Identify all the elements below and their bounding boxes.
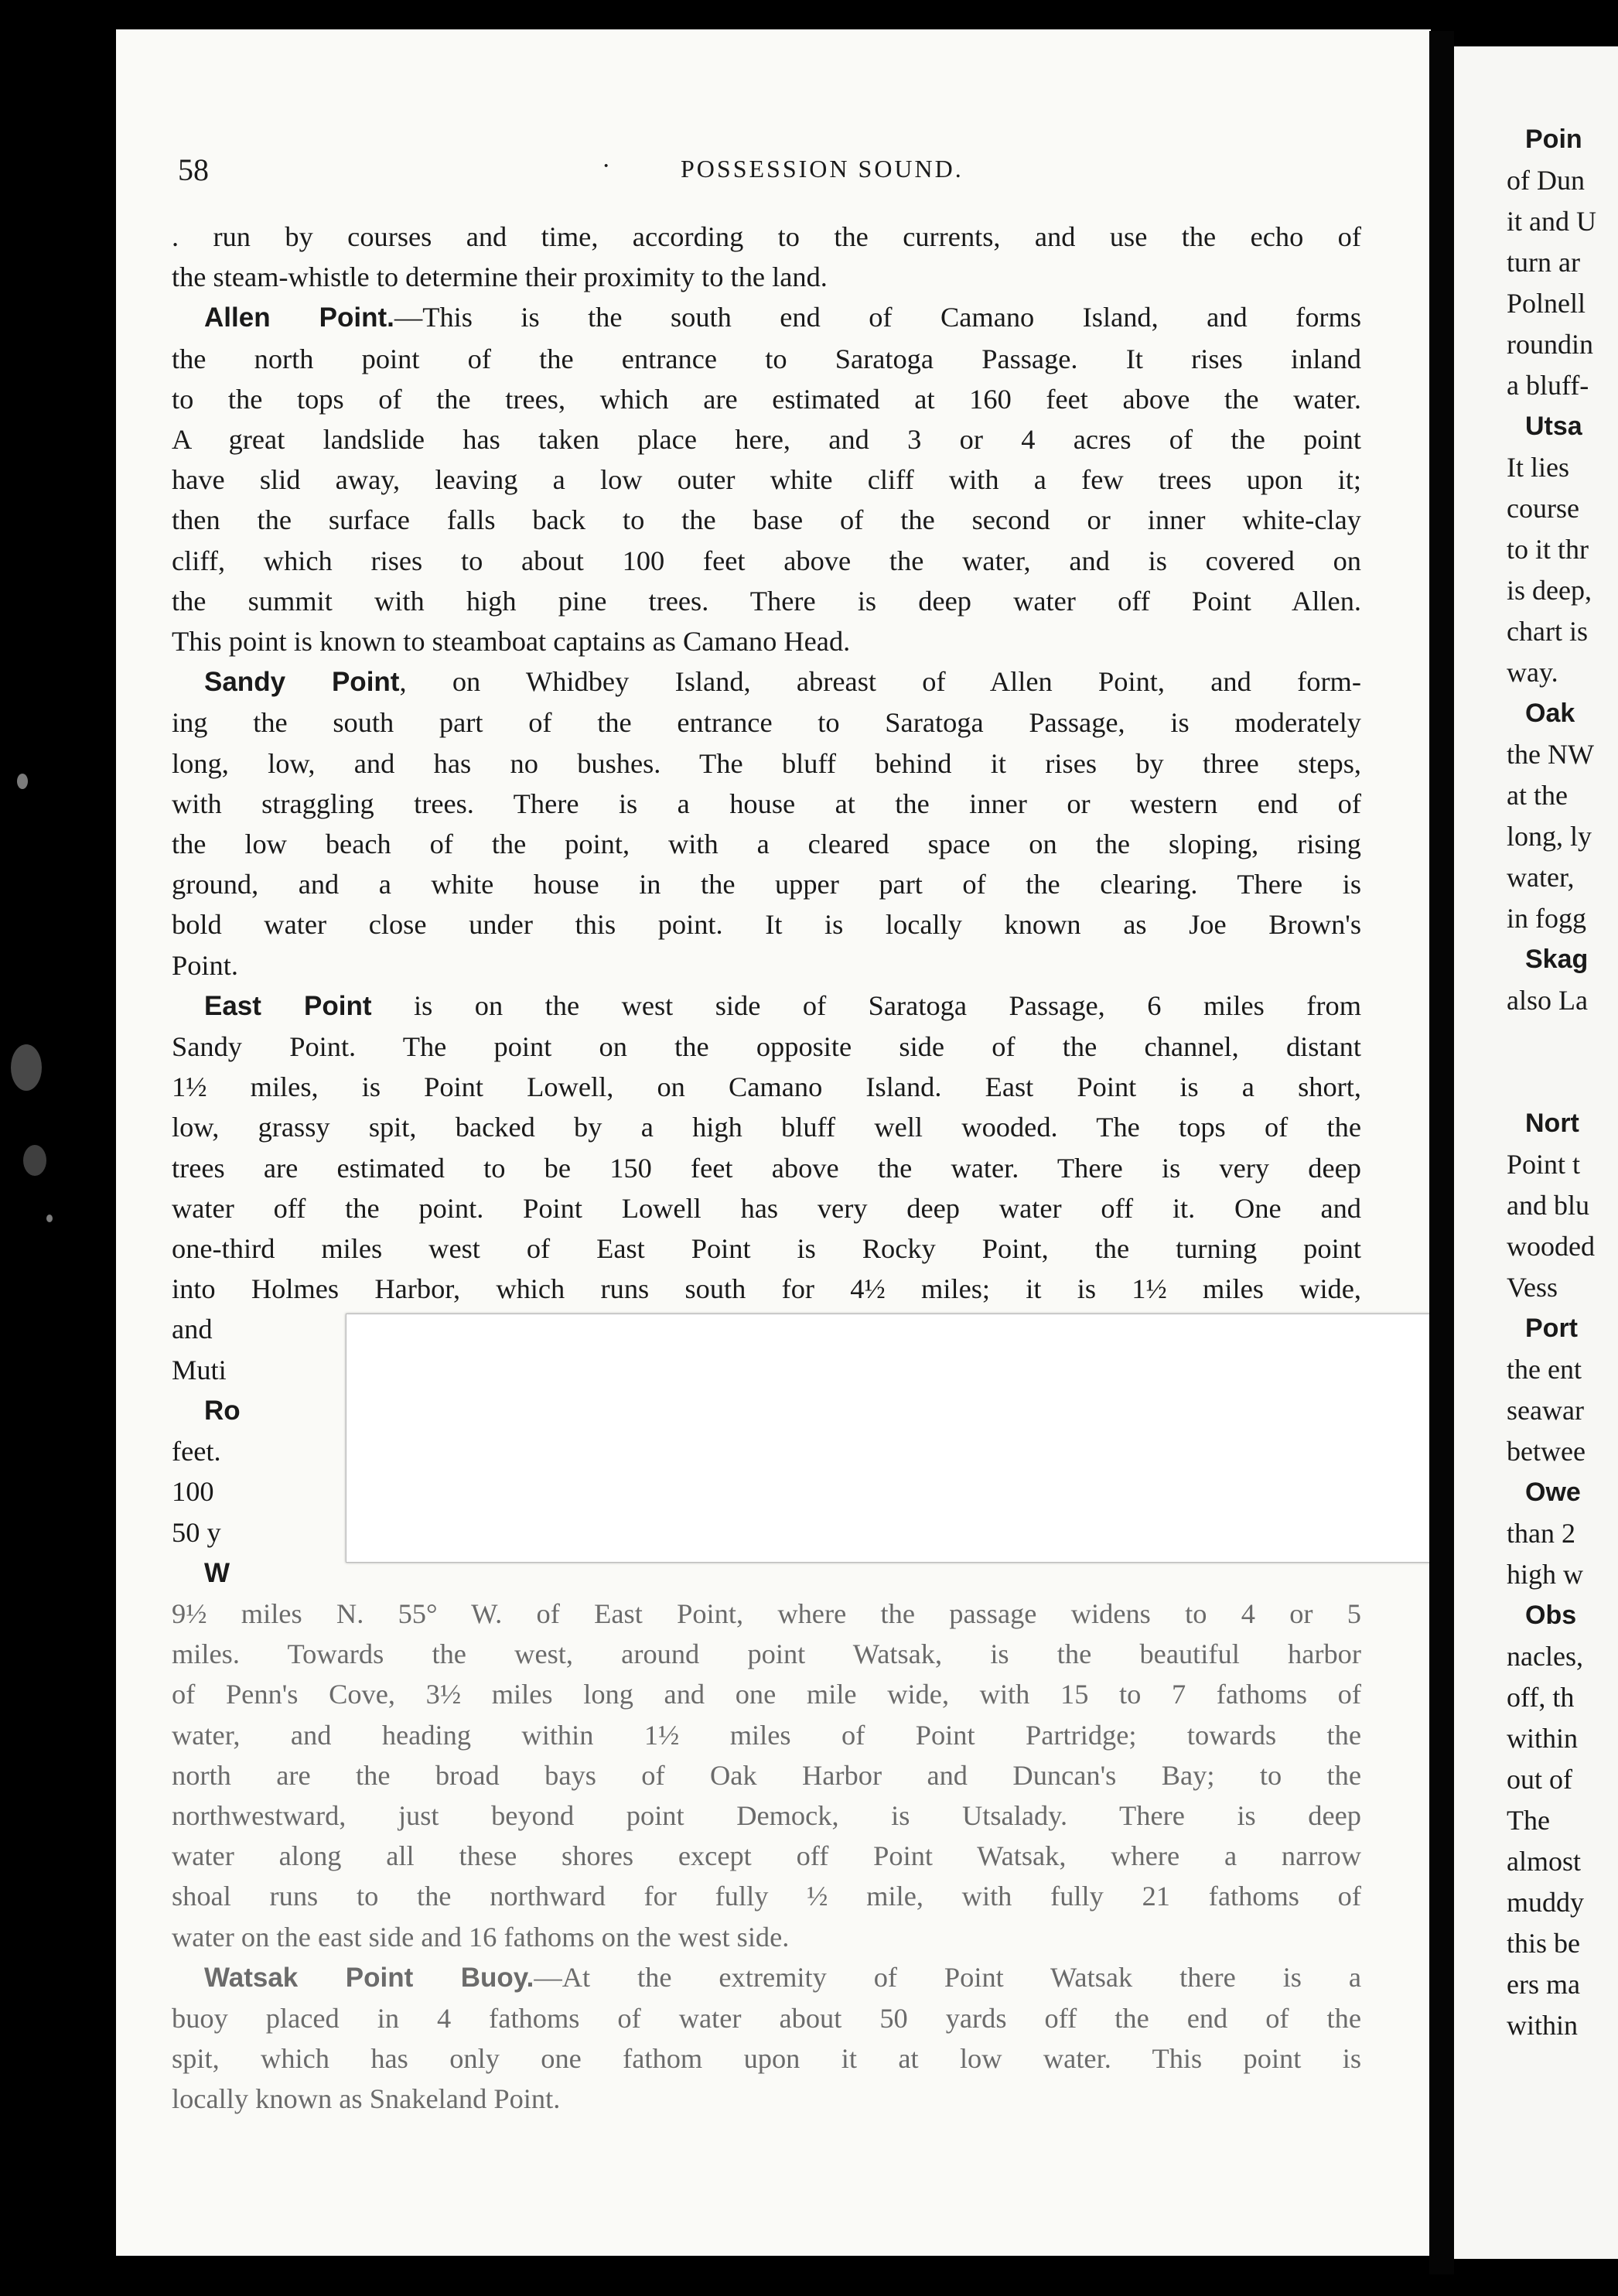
text-line [172,257,1361,297]
paragraph-heading: Allen Point. [204,302,394,333]
scan-speck [17,774,28,789]
line-text: with straggling trees. There is a house at the inner or western end of [172,788,1361,819]
adjacent-page-line: the NW [1507,739,1594,770]
paper-slip-overlay [346,1314,1478,1563]
text-line [172,339,1361,379]
adjacent-page-line: of Dun [1507,165,1585,196]
adjacent-page-line: long, ly [1507,821,1592,852]
line-text: of Penn's Cove, 3½ miles long and one mile wide, with 15 to 7 fathoms of [172,1679,1361,1710]
adjacent-page-line: way. [1507,657,1558,688]
line-text: the steam-whistle to determine their proximity to the land. [172,261,828,293]
adjacent-page-line: out of [1507,1764,1572,1795]
adjacent-page-line: course [1507,493,1579,524]
text-line [172,379,1361,419]
text-line [172,945,1361,986]
text-line [172,1998,1361,2038]
line-text: trees are estimated to be 150 feet above the water. There is very deep [172,1152,1361,1184]
paragraph-heading: W [204,1557,230,1588]
line-text: to the tops of the trees, which are estimated at 160 feet above the water. [172,383,1361,415]
adjacent-page-line: muddy [1507,1887,1585,1918]
adjacent-page-line: seawar [1507,1395,1584,1426]
scan-speck [46,1215,53,1222]
adjacent-page-line: turn ar [1507,247,1580,278]
book-gutter [1429,31,1454,2274]
text-line [172,1188,1361,1228]
line-text: is on the west side of Saratoga Passage, 6 miles from [371,989,1361,1021]
line-text: the north point of the entrance to Saratoga Passage. It rises inland [172,343,1361,374]
line-text: water, and heading within 1½ miles of Point Partridge; towards the [172,1719,1361,1751]
adjacent-page-line: wooded [1507,1231,1595,1262]
paragraph-heading: Sandy Point [204,667,400,698]
adjacent-page-line: the ent [1507,1354,1582,1385]
text-line [172,986,1361,1027]
line-text: water along all these shores except off Point Watsak, where a narrow [172,1840,1361,1872]
adjacent-page-line: Vess [1507,1272,1558,1303]
adjacent-page-line: The [1507,1805,1550,1836]
line-text: 1½ miles, is Point Lowell, on Camano Island. East Point is a short, [172,1071,1361,1103]
line-text: water off the point. Point Lowell has very deep water off it. One and [172,1192,1361,1224]
adjacent-page-line: in fogg [1507,903,1586,934]
text-line [172,1107,1361,1147]
line-text: cliff, which rises to about 100 feet above the water, and is covered on [172,545,1361,576]
adjacent-page-line: high w [1507,1559,1583,1590]
adjacent-page-line: Nort [1525,1109,1579,1138]
text-line [172,1594,1361,1634]
adjacent-page-line: chart is [1507,616,1588,647]
line-text: Sandy Point. The point on the opposite side of the channel, distant [172,1031,1361,1063]
adjacent-page-line: it and U [1507,206,1596,237]
line-text: Point. [172,949,238,981]
line-text: long, low, and has no bushes. The bluff behind it rises by three steps, [172,747,1361,779]
text-line [172,661,1361,702]
text-line [172,1674,1361,1714]
adjacent-page-line: nacles, [1507,1641,1583,1672]
text-line [172,621,1361,661]
line-text: feet. [172,1436,221,1467]
adjacent-page-line: off, th [1507,1682,1575,1713]
line-text: Muti [172,1354,227,1385]
line-text: low, grassy spit, backed by a high bluff well wooded. The tops of the [172,1112,1361,1143]
page-number: 58 [178,152,209,187]
line-text: north are the broad bays of Oak Harbor and Duncan's Bay; to the [172,1759,1361,1791]
adjacent-page-line: Poin [1525,125,1582,154]
adjacent-page-line: also La [1507,985,1588,1016]
text-line [172,1067,1361,1107]
text-line [172,743,1361,784]
adjacent-page-line: ers ma [1507,1969,1580,2000]
line-text: locally known as Snakeland Point. [172,2083,561,2115]
adjacent-page-line: than 2 [1507,1518,1575,1549]
line-text: 100 [172,1476,214,1508]
line-text: the summit with high pine trees. There is deep water off Point Allen. [172,585,1361,617]
adjacent-page-line: is deep, [1507,575,1592,606]
text-line [172,2038,1361,2079]
adjacent-page-line: Point t [1507,1149,1581,1180]
line-text: ing the south part of the entrance to Saratoga Passage, is moderately [172,707,1361,739]
line-text: the low beach of the point, with a cleared space on the sloping, rising [172,829,1361,860]
line-text: into Holmes Harbor, which runs south for 4½ miles; it is 1½ miles wide, [172,1273,1361,1305]
text-line [172,1836,1361,1876]
line-text: buoy placed in 4 fathoms of water about 50 yards off the end of the [172,2002,1361,2034]
line-text: spit, which has only one fathom upon it at low water. This point is [172,2043,1361,2075]
scan-speck [23,1145,46,1176]
text-line [172,1876,1361,1916]
text-line [172,1269,1361,1309]
text-line [172,864,1361,904]
adjacent-page-line: Utsa [1525,412,1582,441]
running-head: POSSESSION SOUND. [681,155,964,183]
text-line [172,217,1361,257]
text-line [172,1755,1361,1795]
text-line [172,784,1361,824]
adjacent-page-line: water, [1507,862,1575,893]
text-line [172,1715,1361,1755]
text-line [172,297,1361,338]
line-text: . run by courses and time, according to the currents, and use the echo of [172,221,1361,252]
adjacent-page-line: Obs [1525,1601,1577,1630]
page-header [178,152,1369,186]
adjacent-page-line: a bluff- [1507,370,1589,401]
adjacent-page-line: It lies [1507,452,1569,483]
text-line [172,500,1361,540]
adjacent-page-line: Owe [1525,1478,1581,1507]
text-line [172,1148,1361,1188]
text-line [172,824,1361,864]
line-text: —This is the south end of Camano Island, and forms [394,302,1361,333]
adjacent-page-fragment [1454,46,1618,2259]
line-text: shoal runs to the northward for fully ½ mile, with fully 21 fathoms of [172,1881,1361,1912]
line-text: 9½ miles N. 55° W. of East Point, where the passage widens to 4 or 5 [172,1597,1361,1629]
adjacent-page-line: roundin [1507,329,1593,360]
line-text: miles. Towards the west, around point Watsak, is the beautiful harbor [172,1638,1361,1670]
line-text: water on the east side and 16 fathoms on the west side. [172,1921,790,1953]
adjacent-page-line: almost [1507,1846,1581,1877]
paragraph-heading: Watsak Point Buoy. [204,1962,534,1993]
text-line [172,1795,1361,1836]
adjacent-page-line: Skag [1525,945,1589,974]
text-line [172,1228,1361,1269]
line-text: ground, and a white house in the upper part of the clearing. There is [172,869,1361,900]
text-line [172,419,1361,460]
adjacent-page-line: to it thr [1507,534,1589,565]
body-text [172,217,1361,2120]
adjacent-page-line: within [1507,2010,1579,2041]
adjacent-page-line: betwee [1507,1436,1586,1467]
adjacent-page-line: Oak [1525,699,1575,728]
line-text: , on Whidbey Island, abreast of Allen Point, and form- [399,666,1361,698]
text-line [172,1027,1361,1067]
line-text: A great landslide has taken place here, and 3 or 4 acres of the point [172,424,1361,456]
line-text: one-third miles west of East Point is Rocky Point, the turning point [172,1233,1361,1265]
adjacent-page-line: this be [1507,1928,1580,1959]
text-line [172,702,1361,743]
adjacent-page-line: Polnell [1507,288,1586,319]
text-line [172,1957,1361,1998]
text-line [172,904,1361,945]
text-line [172,1634,1361,1674]
adjacent-page-line: within [1507,1723,1579,1754]
text-line [172,460,1361,500]
line-text: bold water close under this point. It is locally known as Joe Brown's [172,909,1361,941]
line-text: 50 y [172,1516,221,1548]
text-line [172,541,1361,581]
line-text: This point is known to steamboat captains as Camano Head. [172,626,851,658]
adjacent-page-line: Port [1525,1314,1578,1343]
scan-speck [11,1044,42,1091]
adjacent-page-line: at the [1507,780,1568,811]
text-line [172,2079,1361,2119]
text-line [172,1917,1361,1957]
line-text: have slid away, leaving a low outer white cliff with a few trees upon it; [172,464,1361,496]
text-line [172,581,1361,621]
line-text: —At the extremity of Point Watsak there is a [534,1961,1361,1993]
line-text: then the surface falls back to the base of the second or inner white-clay [172,504,1361,536]
adjacent-page-line: and blu [1507,1190,1589,1221]
paragraph-heading: East Point [204,990,372,1021]
line-text: and [172,1314,213,1345]
header-separator: · [602,152,611,180]
paragraph-heading: Ro [204,1395,241,1426]
line-text: northwestward, just beyond point Demock, is Utsalady. There is deep [172,1799,1361,1831]
